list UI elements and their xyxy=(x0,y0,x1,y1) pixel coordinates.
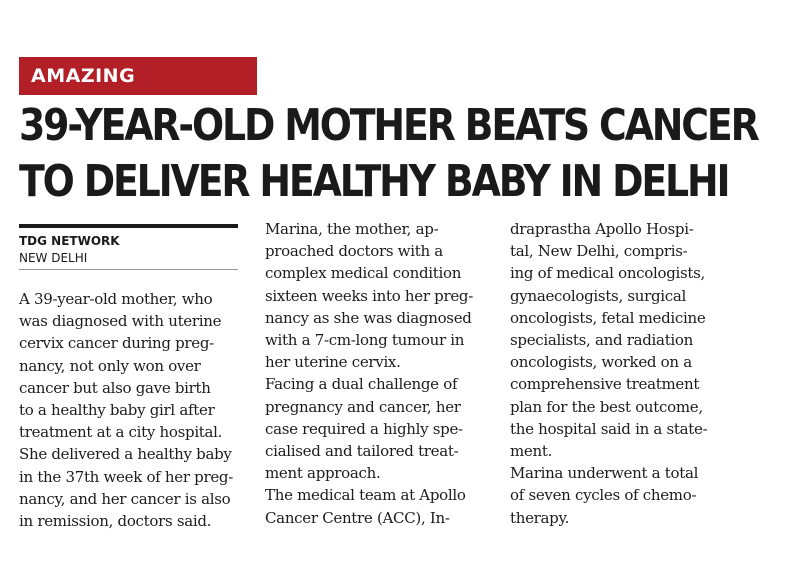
byline-place: NEW DELHI xyxy=(19,251,88,265)
article-line: in remission, doctors said. xyxy=(19,512,212,531)
byline-divider xyxy=(19,269,238,270)
article-line: was diagnosed with uterine xyxy=(19,312,222,331)
headline xyxy=(19,98,758,210)
article-line: cancer but also gave birth xyxy=(19,378,211,397)
headline-line-2: TO DELIVER HEALTHY BABY IN DELHI xyxy=(19,156,729,207)
article-line: specialists, and radiation xyxy=(510,331,694,350)
headline-line-1: 39-YEAR-OLD MOTHER BEATS CANCER xyxy=(19,100,758,151)
article-line: cialised and tailored treat- xyxy=(265,442,459,461)
article-line: case required a highly spe- xyxy=(265,419,463,438)
article-line: tal, New Delhi, compris- xyxy=(510,242,688,261)
article-line: ment approach. xyxy=(265,464,381,483)
byline-rule xyxy=(19,224,238,228)
article-line: A 39-year-old mother, who xyxy=(19,290,213,308)
article-column-2 xyxy=(265,218,491,529)
article-line: cervix cancer during preg- xyxy=(19,334,214,353)
article-line: Facing a dual challenge of xyxy=(265,375,458,394)
article-line: to a healthy baby girl after xyxy=(19,401,215,420)
article-line: Marina underwent a total xyxy=(510,464,699,483)
article-line: pregnancy and cancer, her xyxy=(265,397,461,416)
article-line: therapy. xyxy=(510,508,570,527)
article-line: draprastha Apollo Hospi- xyxy=(510,220,694,238)
article-line: The medical team at Apollo xyxy=(265,486,466,505)
article-line: nancy, and her cancer is also xyxy=(19,489,231,508)
article-line: oncologists, worked on a xyxy=(510,353,692,372)
byline-org: TDG NETWORK xyxy=(19,234,120,248)
article-line: Marina, the mother, ap- xyxy=(265,220,439,238)
article-line: treatment at a city hospital. xyxy=(19,423,223,442)
article-line: complex medical condition xyxy=(265,264,462,283)
article-line: She delivered a healthy baby xyxy=(19,445,232,464)
article-line: ing of medical oncologists, xyxy=(510,264,706,283)
article-line: her uterine cervix. xyxy=(265,353,401,372)
article-line: plan for the best outcome, xyxy=(510,397,703,416)
article-line: with a 7-cm-long tumour in xyxy=(265,331,465,350)
article-line: proached doctors with a xyxy=(265,242,443,261)
article-line: oncologists, fetal medicine xyxy=(510,308,706,327)
article-line: ment. xyxy=(510,442,553,461)
article-line: in the 37th week of her preg- xyxy=(19,467,234,486)
article-line: nancy, not only won over xyxy=(19,356,201,375)
article-line: of seven cycles of chemo- xyxy=(510,486,697,505)
article-column-1 xyxy=(19,288,247,532)
article-line: comprehensive treatment xyxy=(510,375,700,394)
article-line: sixteen weeks into her preg- xyxy=(265,286,473,305)
article-line: Cancer Centre (ACC), In- xyxy=(265,508,450,527)
article-line: nancy as she was diagnosed xyxy=(265,308,472,327)
article-column-3 xyxy=(510,218,738,529)
section-kicker: AMAZING xyxy=(19,57,257,95)
article-line: the hospital said in a state- xyxy=(510,419,708,438)
article-line: gynaecologists, surgical xyxy=(510,286,687,305)
